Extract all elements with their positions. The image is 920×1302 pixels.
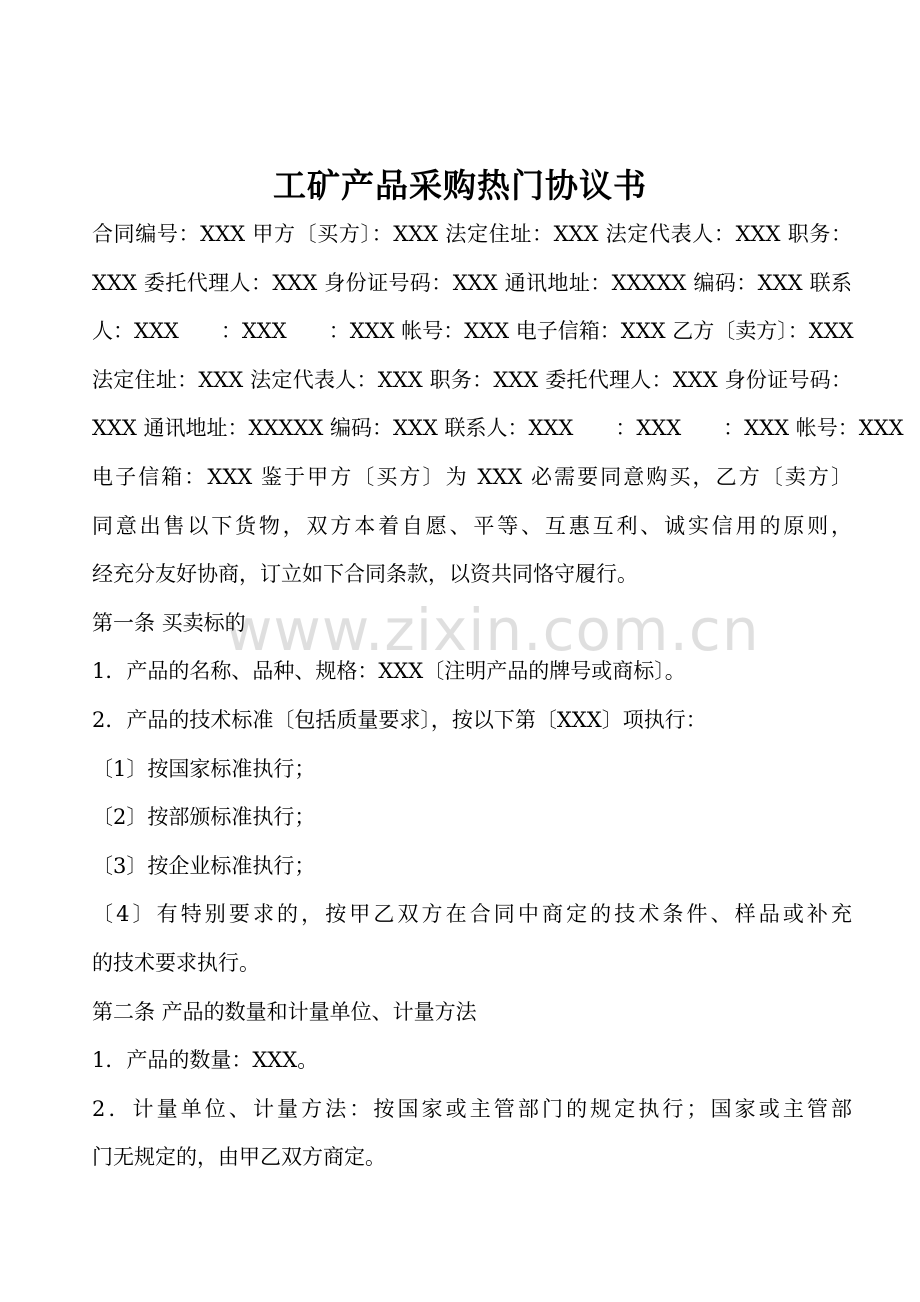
document-body <box>92 210 904 1182</box>
document-title: 工矿产品采购热门协议书 <box>273 166 647 205</box>
text-line: 1．产品的名称、品种、规格：XXX〔注明产品的牌号或商标〕。 <box>92 659 686 684</box>
list-item: 〔4〕有特别要求的，按甲乙双方在合同中商定的技术条件、样品或补充 <box>92 902 852 927</box>
list-item: 〔2〕按部颁标准执行； <box>92 805 316 830</box>
text-line: 门无规定的，由甲乙双方商定。 <box>92 1145 386 1170</box>
article-heading: 第一条 买卖标的 <box>92 610 246 635</box>
text-line: 合同编号：XXX 甲方〔买方〕：XXX 法定住址：XXX 法定代表人：XXX 职务： <box>92 222 852 246</box>
text-line: XXX 通讯地址：XXXXX 编码：XXX 联系人：XXX ：XXX ：XXX 帐号：XXX <box>92 416 904 441</box>
list-item: 〔3〕按企业标准执行； <box>92 853 316 878</box>
text-line: 电子信箱：XXX 鉴于甲方〔买方〕为 XXX 必需要同意购买，乙方〔卖方〕 <box>92 464 852 489</box>
list-item: 〔1〕按国家标准执行； <box>92 756 316 781</box>
text-line: 2．产品的技术标准〔包括质量要求〕，按以下第〔XXX〕项执行： <box>92 707 707 732</box>
text-line: 2．计量单位、计量方法：按国家或主管部门的规定执行；国家或主管部 <box>92 1096 852 1121</box>
text-line: 1．产品的数量：XXX。 <box>92 1048 319 1073</box>
text-line: 经充分友好协商，订立如下合同条款，以资共同恪守履行。 <box>92 562 638 587</box>
article-heading: 第二条 产品的数量和计量单位、计量方法 <box>92 999 477 1024</box>
text-line: 同意出售以下货物，双方本着自愿、平等、互惠互利、诚实信用的原则， <box>92 513 852 538</box>
watermark: www.zixin.com.cn <box>225 596 760 664</box>
text-line: 法定住址：XXX 法定代表人：XXX 职务：XXX 委托代理人：XXX 身份证号码： <box>92 367 852 392</box>
text-line: XXX 委托代理人：XXX 身份证号码：XXX 通讯地址：XXXXX 编码：XXX 联系 <box>92 270 852 295</box>
text-line: 的技术要求执行。 <box>92 950 260 975</box>
text-line: 人：XXX ：XXX ：XXX 帐号：XXX 电子信箱：XXX 乙方〔卖方〕：XXX <box>92 319 854 344</box>
